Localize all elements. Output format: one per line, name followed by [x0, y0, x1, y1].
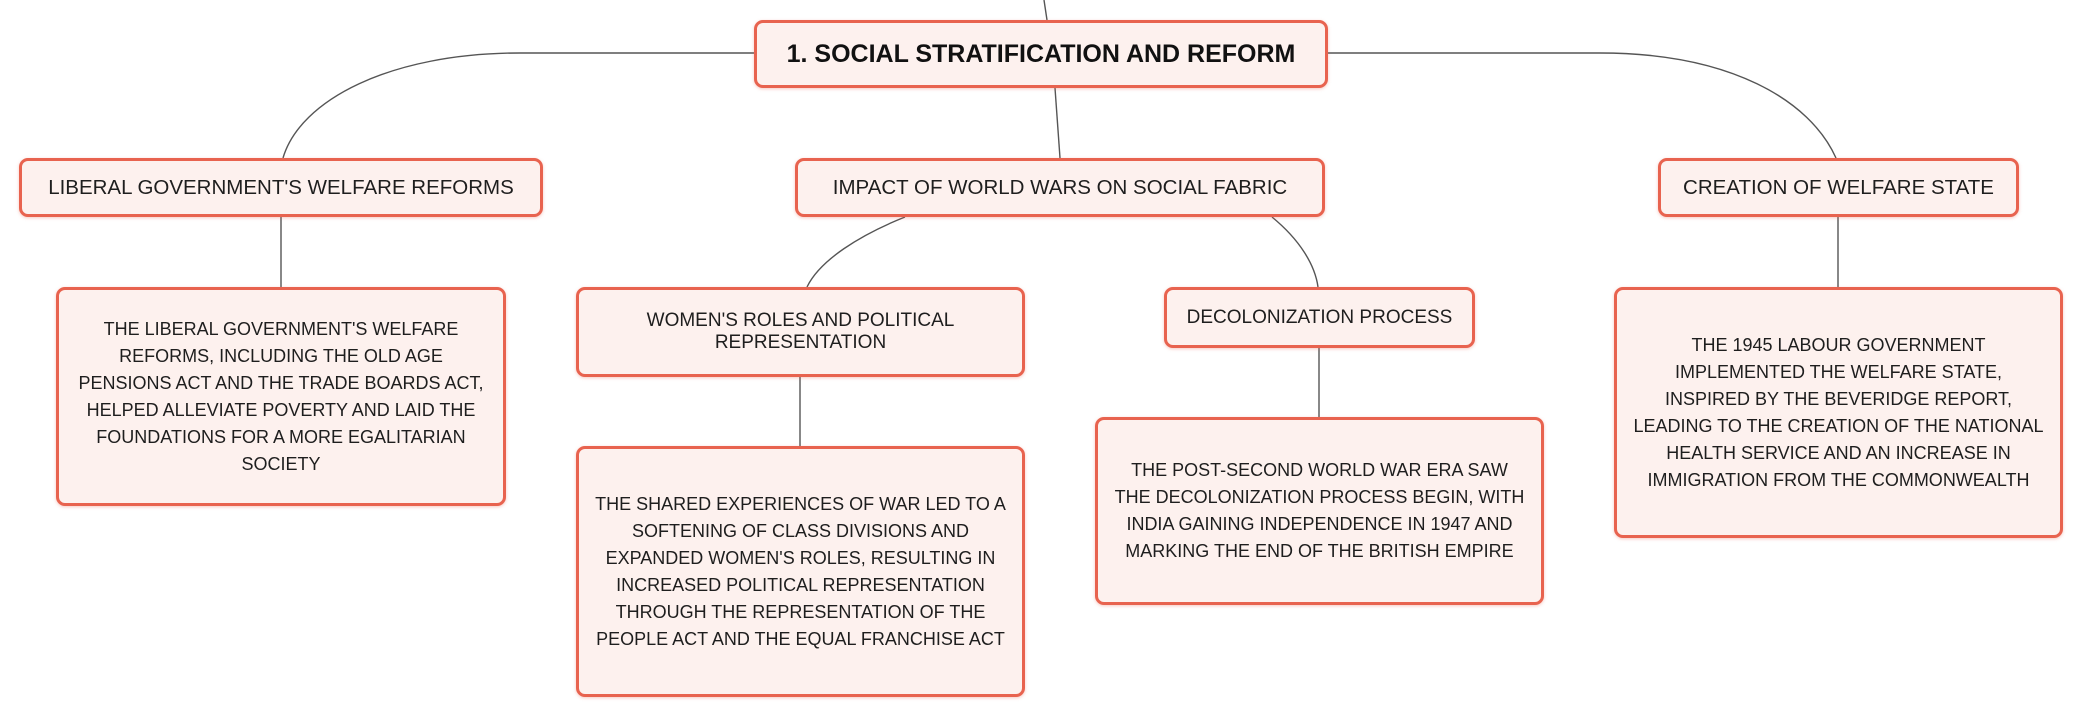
topic-label: LIBERAL GOVERNMENT'S WELFARE REFORMS — [48, 175, 514, 199]
detail-decolonization-process[interactable] — [1095, 417, 1544, 605]
detail-text: THE LIBERAL GOVERNMENT'S WELFARE REFORMS, INCLUDING THE OLD AGE PENSIONS ACT AND THE TRADE BOARDS ACT, HELPED ALLEVIATE POVERTY AND LAID THE FOUNDATIONS FOR A MORE EGALITARIAN SOCIETY — [78, 318, 484, 474]
topic-label: WOMEN'S ROLES AND POLITICAL REPRESENTATION — [646, 310, 955, 353]
detail-womens-roles[interactable] — [576, 446, 1025, 697]
connector-world-wars-to-womens-roles — [807, 217, 905, 287]
topic-label: CREATION OF WELFARE STATE — [1683, 175, 1994, 199]
connector-root-to-welfare-state — [1328, 53, 1836, 158]
root-topic-title: 1. SOCIAL STRATIFICATION AND REFORM — [786, 39, 1296, 68]
topic-impact-of-world-wars[interactable] — [795, 158, 1325, 217]
topic-label: IMPACT OF WORLD WARS ON SOCIAL FABRIC — [832, 175, 1288, 199]
root-topic-node[interactable] — [754, 20, 1328, 88]
detail-text: THE 1945 LABOUR GOVERNMENT IMPLEMENTED THE WELFARE STATE, INSPIRED BY THE BEVERIDGE REPORT, LEADING TO THE CREATION OF THE NATIONAL HEALTH SERVICE AND AN INCREASE IN IMMIGRATION FROM THE COMMONWEALTH — [1633, 334, 2044, 490]
connector-world-wars-to-decolonization — [1272, 217, 1318, 287]
topic-womens-roles[interactable] — [576, 287, 1025, 377]
topic-decolonization-process[interactable] — [1164, 287, 1475, 348]
topic-liberal-welfare-reforms[interactable] — [19, 158, 543, 217]
connector-root-to-parent — [1044, 0, 1047, 20]
topic-label: DECOLONIZATION PROCESS — [1186, 306, 1453, 328]
detail-creation-of-welfare-state[interactable] — [1614, 287, 2063, 538]
connector-root-to-liberal — [283, 53, 754, 158]
detail-text: THE SHARED EXPERIENCES OF WAR LED TO A SOFTENING OF CLASS DIVISIONS AND EXPANDED WOMEN'S ROLES, RESULTING IN INCREASED POLITICAL REPRESENTATION THROUGH THE REPRESENTATION OF THE PEOPLE ACT AND THE EQUAL FRANCHISE ACT — [595, 493, 1006, 649]
detail-liberal-welfare-reforms[interactable] — [56, 287, 506, 506]
connector-root-to-world-wars — [1055, 88, 1060, 158]
detail-text: THE POST-SECOND WORLD WAR ERA SAW THE DECOLONIZATION PROCESS BEGIN, WITH INDIA GAINING INDEPENDENCE IN 1947 AND MARKING THE END OF THE BRITISH EMPIRE — [1114, 460, 1525, 561]
topic-creation-of-welfare-state[interactable] — [1658, 158, 2019, 217]
